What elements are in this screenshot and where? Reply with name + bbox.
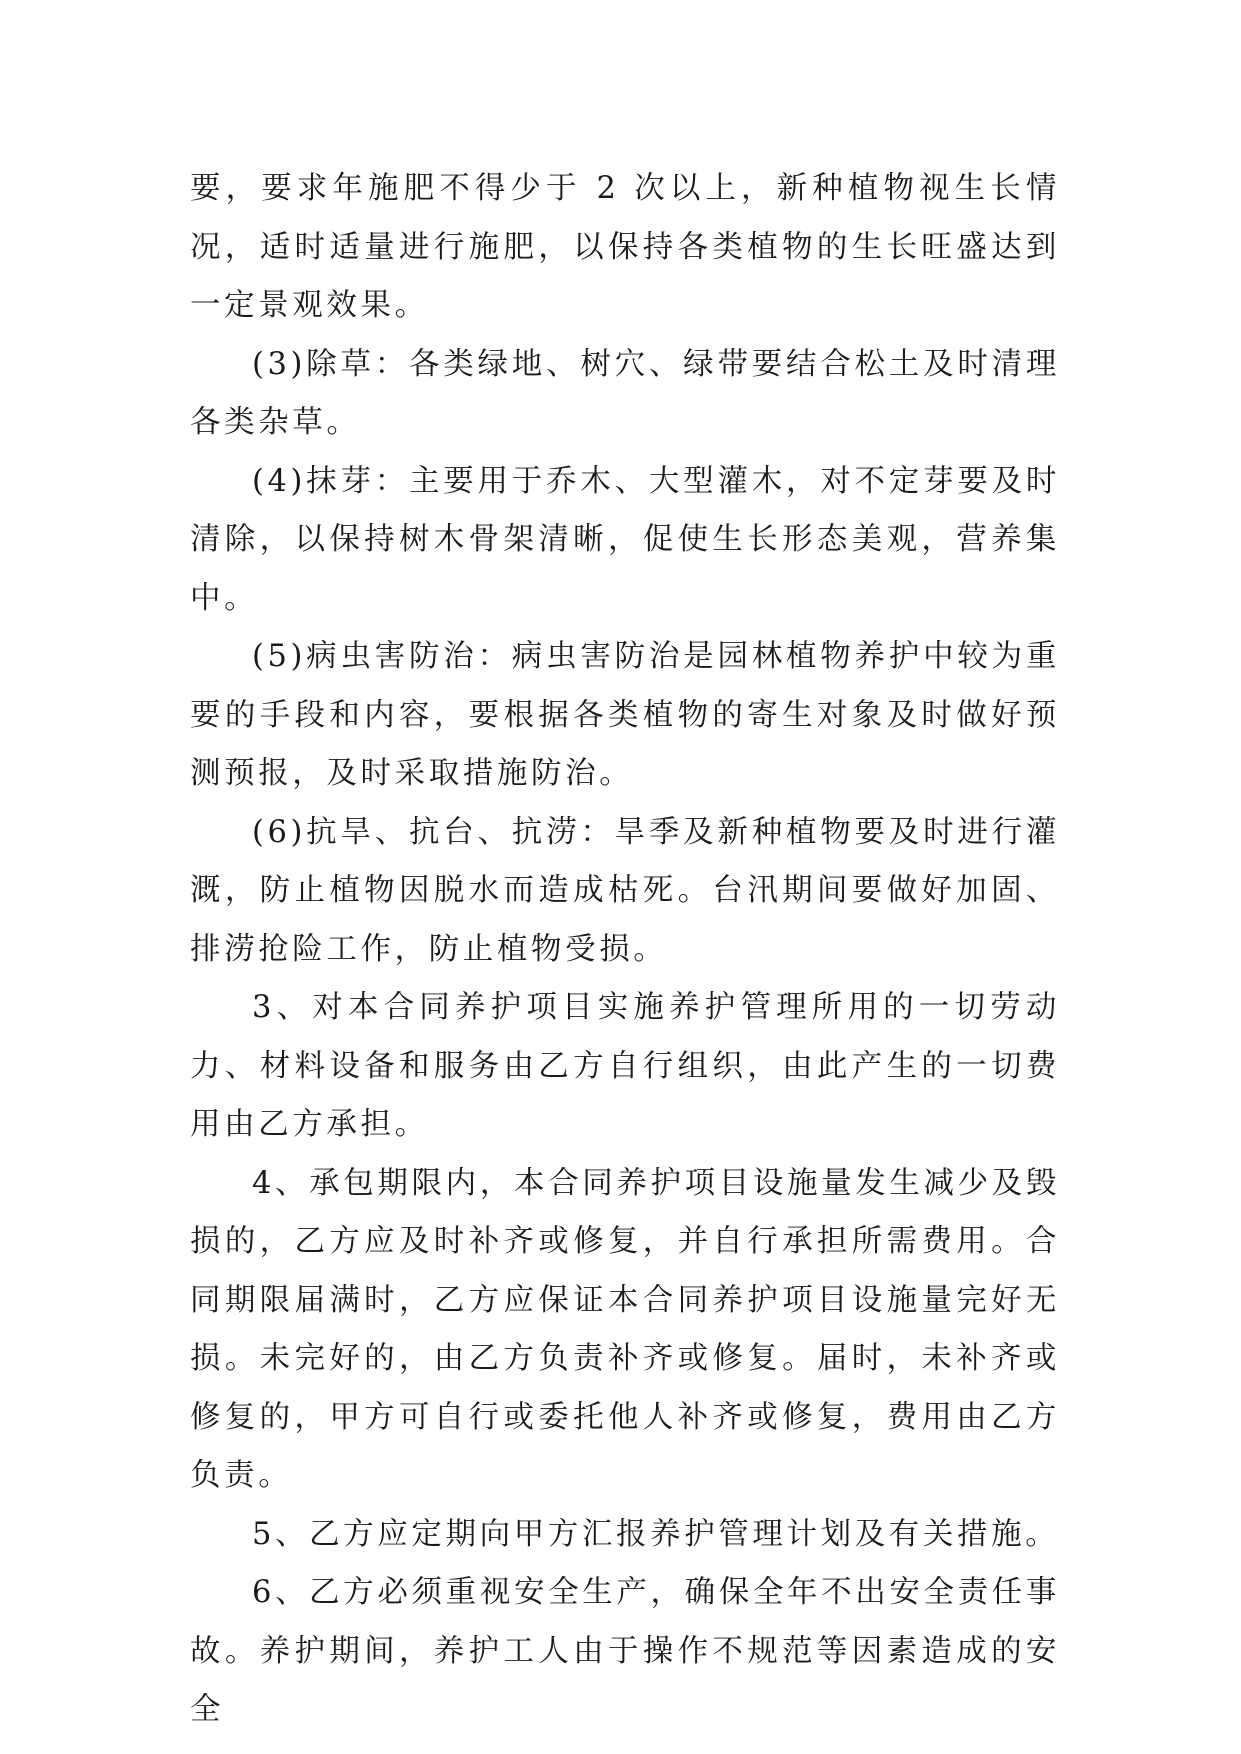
document-body [190,160,1060,1740]
paragraph-clause-5: 5、乙方应定期向甲方汇报养护管理计划及有关措施。 [252,1516,1060,1552]
paragraph-weeding: (3)除草：各类绿地、树穴、绿带要结合松土及时清理各类杂草。 [190,346,1060,440]
paragraph-clause-6: 6、乙方必须重视安全生产，确保全年不出安全责任事故。养护期间，养护工人由于操作不规范等因素造成的安全 [190,1575,1060,1727]
paragraph-clause-4: 4、承包期限内，本合同养护项目设施量发生减少及毁损的，乙方应及时补齐或修复，并自行承担所需费用。合同期限届满时，乙方应保证本合同养护项目设施量完好无损。未完好的，由乙方负责补齐或修复。届时，未补齐或修复的，甲方可自行或委托他人补齐或修复，费用由乙方负责。 [190,1165,1060,1493]
paragraph-clause-3: 3、对本合同养护项目实施养护管理所用的一切劳动力、材料设备和服务由乙方自行组织，由此产生的一切费用由乙方承担。 [190,990,1060,1142]
paragraph-fertilizing-continued: 要，要求年施肥不得少于 2 次以上，新种植物视生长情况，适时适量进行施肥，以保持各类植物的生长旺盛达到一定景观效果。 [190,171,1060,323]
paragraph-drought-typhoon-flood: (6)抗旱、抗台、抗涝：旱季及新种植物要及时进行灌溉，防止植物因脱水而造成枯死。台汛期间要做好加固、排涝抢险工作，防止植物受损。 [190,814,1060,967]
paragraph-bud-removal: (4)抹芽：主要用于乔木、大型灌木，对不定芽要及时清除，以保持树木骨架清晰，促使生长形态美观，营养集中。 [190,463,1060,616]
paragraph-pest-control: (5)病虫害防治：病虫害防治是园林植物养护中较为重要的手段和内容，要根据各类植物的寄生对象及时做好预测预报，及时采取措施防治。 [190,639,1060,791]
